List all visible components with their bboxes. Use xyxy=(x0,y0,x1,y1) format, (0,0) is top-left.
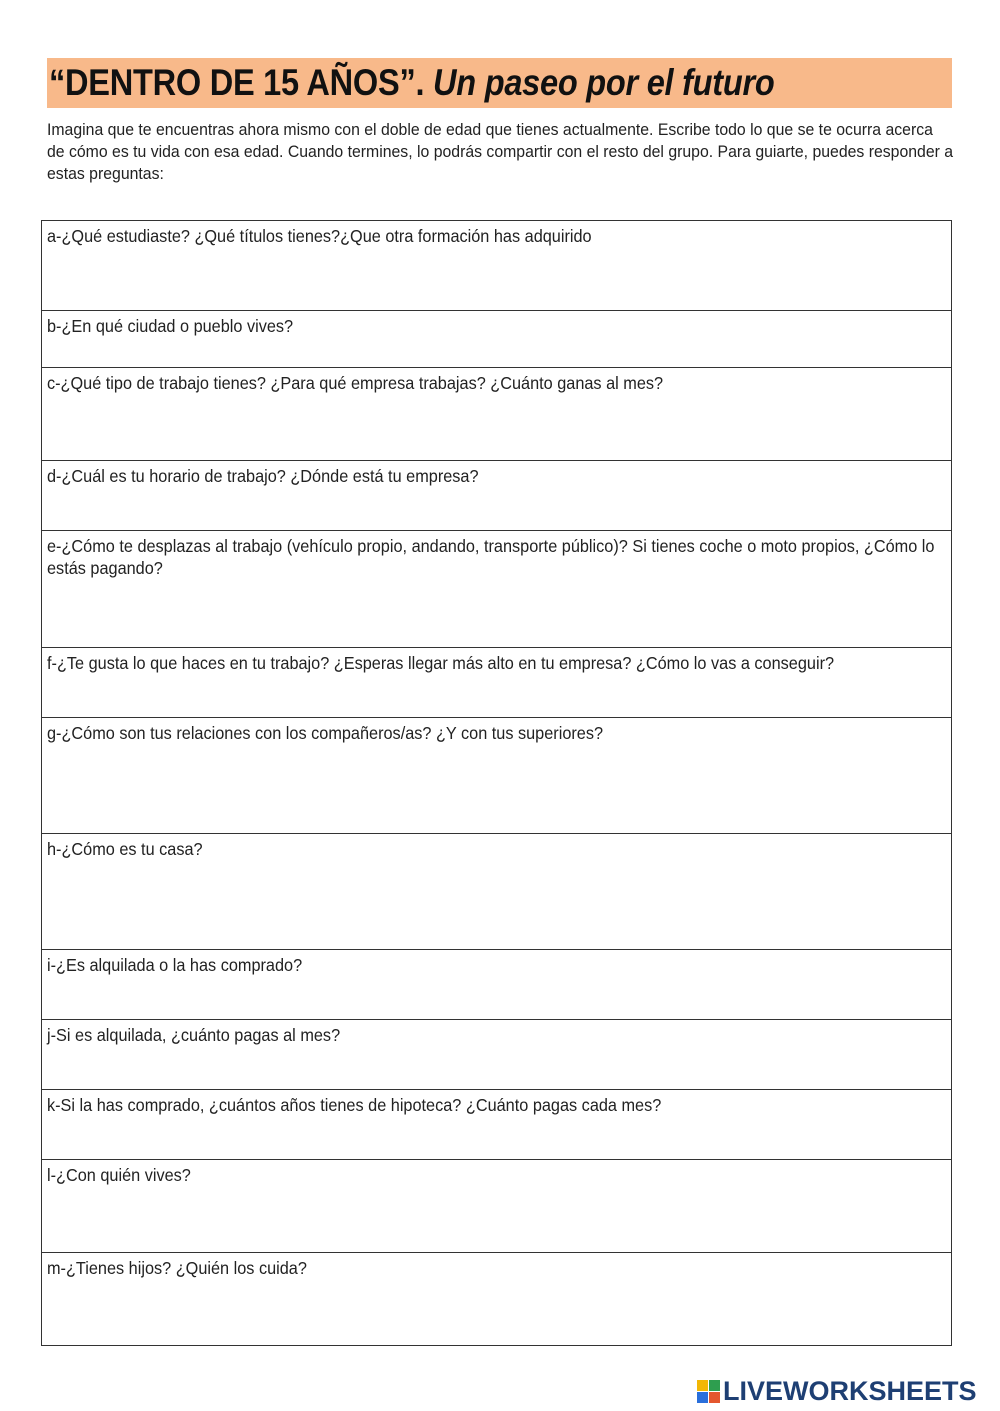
title-main-text: “DENTRO DE 15 AÑOS”. xyxy=(49,62,434,103)
question-row-l[interactable] xyxy=(42,1160,951,1253)
logo-text: LIVEWORKSHEETS xyxy=(723,1375,977,1406)
question-label: h-¿Cómo es tu casa? xyxy=(47,839,203,859)
question-label: l-¿Con quién vives? xyxy=(47,1165,191,1185)
question-row-b[interactable] xyxy=(42,311,951,368)
question-table xyxy=(41,220,952,1346)
liveworksheets-logo xyxy=(697,1376,977,1406)
question-row-c[interactable] xyxy=(42,368,951,461)
question-row-h[interactable] xyxy=(42,834,951,950)
question-label: c-¿Qué tipo de trabajo tienes? ¿Para qué empresa trabajas? ¿Cuánto ganas al mes? xyxy=(47,373,664,393)
intro-paragraph: Imagina que te encuentras ahora mismo con el doble de edad que tienes actualmente. Escribe todo lo que se te ocurra acerca de cómo es tu vida con esa edad. Cuando termines, lo podrás compartir con el resto del grupo. Para guiarte, puedes responder a estas preguntas: xyxy=(47,120,954,183)
question-label: g-¿Cómo son tus relaciones con los compañeros/as? ¿Y con tus superiores? xyxy=(47,723,604,743)
question-row-d[interactable] xyxy=(42,461,951,531)
question-label: f-¿Te gusta lo que haces en tu trabajo? ¿Esperas llegar más alto en tu empresa? ¿Cómo lo vas a conseguir? xyxy=(47,653,835,673)
question-row-a[interactable] xyxy=(42,221,951,311)
question-label: b-¿En qué ciudad o pueblo vives? xyxy=(47,316,294,336)
question-row-j[interactable] xyxy=(42,1020,951,1090)
question-row-i[interactable] xyxy=(42,950,951,1020)
question-row-g[interactable] xyxy=(42,718,951,834)
question-row-f[interactable] xyxy=(42,648,951,718)
page-title xyxy=(49,62,775,104)
question-label: k-Si la has comprado, ¿cuántos años tienes de hipoteca? ¿Cuánto pagas cada mes? xyxy=(47,1095,662,1115)
question-label: i-¿Es alquilada o la has comprado? xyxy=(47,955,303,975)
title-subtitle: Un paseo por el futuro xyxy=(433,62,775,103)
liveworksheets-logo-icon xyxy=(697,1380,720,1403)
question-label: a-¿Qué estudiaste? ¿Qué títulos tienes?¿Que otra formación has adquirido xyxy=(47,226,592,246)
question-label: e-¿Cómo te desplazas al trabajo (vehículo propio, andando, transporte público)? Si tienes coche o moto propios, ¿Cómo lo estás pagando? xyxy=(47,536,935,578)
title-bar xyxy=(47,58,952,108)
question-label: d-¿Cuál es tu horario de trabajo? ¿Dónde está tu empresa? xyxy=(47,466,479,486)
question-label: j-Si es alquilada, ¿cuánto pagas al mes? xyxy=(47,1025,341,1045)
question-label: m-¿Tienes hijos? ¿Quién los cuida? xyxy=(47,1258,307,1278)
question-row-e[interactable] xyxy=(42,531,951,648)
question-row-m[interactable] xyxy=(42,1253,951,1345)
question-row-k[interactable] xyxy=(42,1090,951,1160)
